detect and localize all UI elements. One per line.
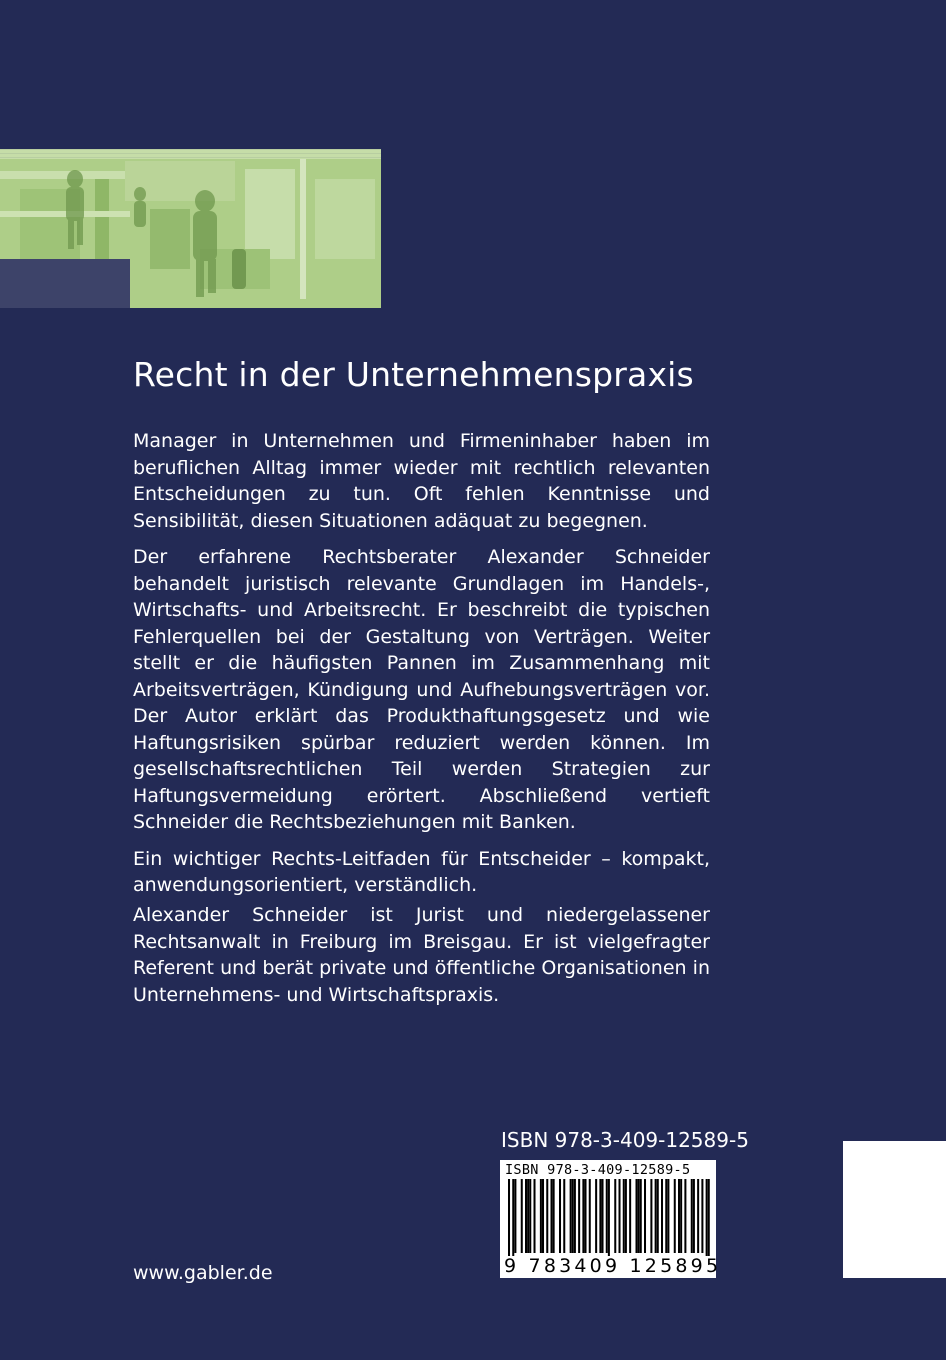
barcode-bar xyxy=(606,1179,608,1253)
barcode-bar xyxy=(540,1179,542,1253)
barcode-bar xyxy=(638,1179,640,1253)
barcode-bar xyxy=(640,1179,642,1253)
barcode-bar xyxy=(680,1179,682,1253)
barcode-bar xyxy=(697,1179,699,1253)
barcode-bar xyxy=(629,1179,631,1253)
author-bio-text: Alexander Schneider ist Jurist und niedergelassener Rechtsanwalt in Freiburg im Breisgau. Er ist vielgefragter Referent und berät private und öffentliche Organisationen in Unternehmens- und Wirtschaftspraxis. xyxy=(133,904,710,1006)
barcode-bar xyxy=(657,1179,659,1253)
barcode-bar xyxy=(614,1179,616,1253)
blurb-text xyxy=(133,428,710,909)
barcode-bar xyxy=(527,1179,529,1253)
isbn-text: ISBN 978-3-409-12589-5 xyxy=(501,1128,749,1152)
barcode-bar xyxy=(623,1179,625,1253)
label-area xyxy=(843,1141,946,1278)
barcode-bar xyxy=(551,1179,553,1253)
barcode-bar xyxy=(578,1179,580,1253)
publisher-website: www.gabler.de xyxy=(133,1262,273,1284)
book-title: Recht in der Unternehmenspraxis xyxy=(133,355,694,394)
barcode-bar xyxy=(514,1179,516,1253)
barcode-bar xyxy=(655,1179,657,1253)
blurb-paragraph-2: Der erfahrene Rechtsberater Alexander Schneider behandelt juristisch relevante Grundlagen im Handels-, Wirtschafts- und Arbeitsrecht. Er beschreibt die typischen Fehlerquellen bei der Gestaltung von Verträgen. Weiter stellt er die häufigsten Pannen im Zusammenhang mit Arbeitsverträgen, Kündigung und Aufhebungsverträgen vor. Der Autor erklärt das Produkthaftungsgesetz und wie Haftungsrisiken spürbar reduziert werden können. Im gesellschaftsrechtlichen Teil werden Strategien zur Haftungsvermeidung erörtert. Abschließend vertieft Schneider die Rechtsbeziehungen mit Banken. xyxy=(133,546,710,833)
barcode-bar xyxy=(693,1179,695,1253)
barcode-bar xyxy=(708,1179,710,1256)
barcode-bar xyxy=(608,1179,610,1256)
barcode-bar xyxy=(665,1179,667,1253)
barcode-bar xyxy=(589,1179,591,1253)
barcode-bar xyxy=(525,1179,527,1253)
barcode-bar xyxy=(678,1179,680,1253)
barcode-bar xyxy=(667,1179,669,1253)
barcode-bar xyxy=(602,1179,604,1253)
barcode-bar xyxy=(585,1179,587,1253)
barcode-bar xyxy=(644,1179,646,1253)
barcode-bar xyxy=(599,1179,601,1253)
barcode-bar xyxy=(521,1179,523,1253)
barcode-bar xyxy=(546,1179,548,1253)
barcode-bar xyxy=(529,1179,531,1253)
cover-photo xyxy=(0,149,381,308)
barcode-bar xyxy=(574,1179,576,1253)
barcode-bar xyxy=(512,1179,514,1256)
author-bio xyxy=(133,902,710,1018)
barcode-bar xyxy=(691,1179,693,1253)
barcode xyxy=(500,1160,722,1278)
barcode-bar xyxy=(563,1179,565,1253)
barcode-bar xyxy=(706,1179,708,1256)
barcode-bar xyxy=(661,1179,663,1253)
barcode-bar xyxy=(701,1179,703,1253)
barcode-bar xyxy=(684,1179,686,1253)
barcode-bar xyxy=(553,1179,555,1253)
barcode-bar xyxy=(636,1179,638,1253)
barcode-bar xyxy=(534,1179,536,1253)
barcode-isbn-label: ISBN 978-3-409-12589-5 xyxy=(505,1162,691,1178)
barcode-bar xyxy=(595,1179,597,1253)
barcode-bar xyxy=(625,1179,627,1253)
barcode-bar xyxy=(572,1179,574,1253)
barcode-bar xyxy=(559,1179,561,1253)
blurb-paragraph-3: Ein wichtiger Rechts-Leitfaden für Entscheider – kompakt, anwendungsorientiert, verständlich. xyxy=(133,847,710,896)
barcode-ean-digits: 9 783409 125895 xyxy=(504,1255,722,1277)
barcode-bar xyxy=(570,1179,572,1253)
barcode-bar xyxy=(508,1179,510,1256)
barcode-bar xyxy=(619,1179,621,1253)
blurb-paragraph-1: Manager in Unternehmen und Firmeninhaber haben im beruflichen Alltag immer wieder mit rechtlich relevanten Entscheidungen zu tun. Oft fehlen Kenntnisse und Sensibilität, diesen Situationen adäquat zu begegnen. xyxy=(133,430,710,532)
barcode-bar xyxy=(582,1179,584,1253)
barcode-bars xyxy=(508,1179,712,1256)
barcode-bar xyxy=(674,1179,676,1253)
barcode-bar xyxy=(542,1179,544,1253)
barcode-bar xyxy=(650,1179,652,1253)
